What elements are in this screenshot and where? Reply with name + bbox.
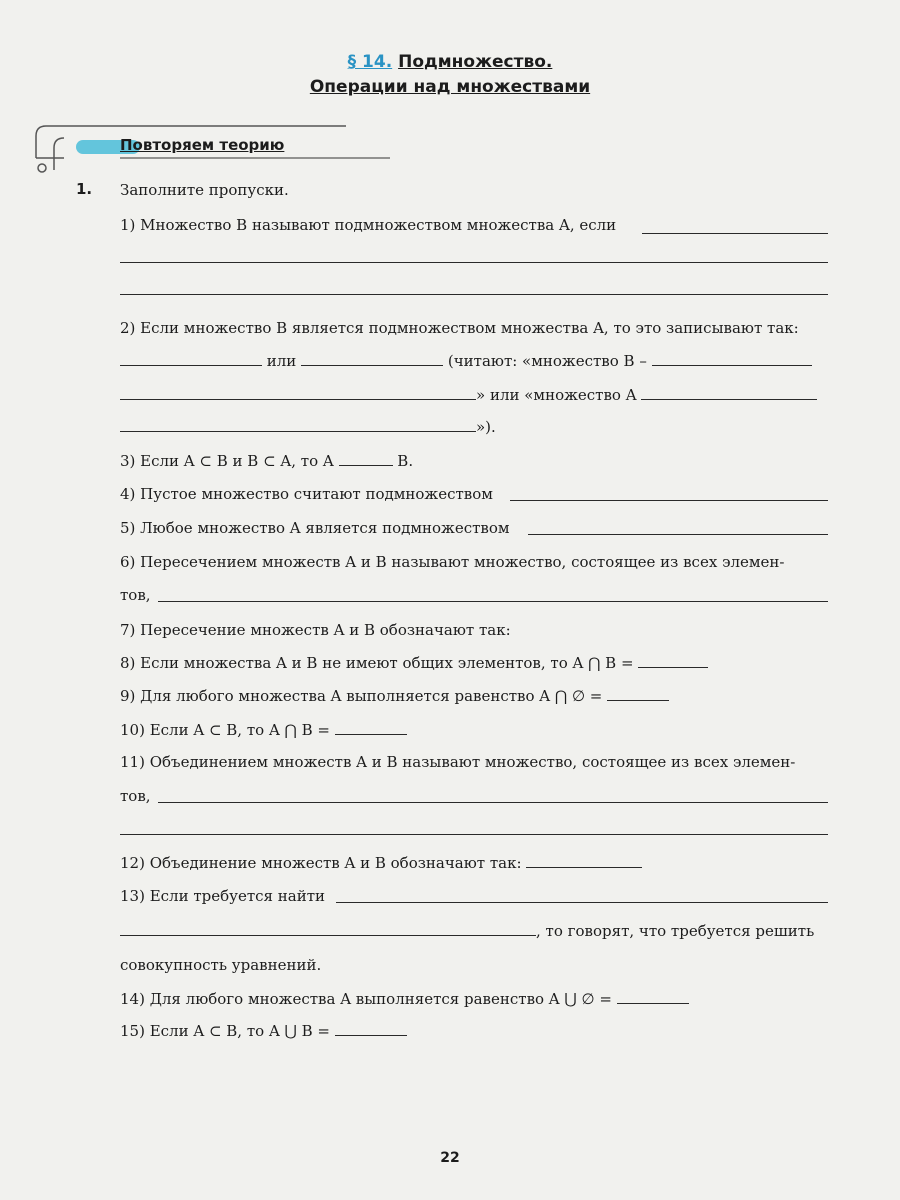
item-2-line4: [120, 416, 496, 437]
item-9-text: 9) Для любого множества A выполняется равенство A ⋂ ∅ =: [120, 687, 603, 705]
blank-12[interactable]: [526, 852, 642, 868]
item-14-text: 14) Для любого множества A выполняется равенство A ⋃ ∅ =: [120, 990, 612, 1008]
blank-10[interactable]: [335, 719, 407, 735]
item-1-text: 1) Множество B называют подмножеством множества A, если: [120, 216, 617, 234]
item-10: [120, 719, 407, 740]
item-6: 6) Пересечением множеств A и B называют множество, состоящее из всех элемен-: [120, 553, 785, 571]
item-3: [120, 450, 413, 471]
blank-11a[interactable]: [158, 802, 828, 803]
section-title: Подмножество.: [398, 52, 553, 72]
blank-13b[interactable]: [120, 920, 536, 936]
item-7: 7) Пересечение множеств A и B обозначают так:: [120, 621, 511, 639]
theory-label: Повторяем теорию: [120, 136, 285, 154]
item-13-line2: [120, 920, 814, 941]
item-3-text: 3) Если A ⊂ B и B ⊂ A, то A: [120, 452, 334, 470]
item-15: [120, 1020, 407, 1041]
item-2-read: (читают: «множество B –: [447, 352, 647, 370]
blank-2c[interactable]: [652, 350, 812, 366]
section-title-line2: [0, 75, 900, 100]
item-2-or-read: » или «множество A: [476, 386, 637, 404]
blank-2e[interactable]: [641, 384, 817, 400]
item-10-text: 10) Если A ⊂ B, то A ⋂ B =: [120, 721, 330, 739]
item-11-line2: тов,: [120, 787, 151, 805]
section-subtitle: Операции над множествами: [309, 77, 591, 97]
section-number: § 14.: [347, 52, 393, 72]
item-8: [120, 652, 708, 673]
item-5: 5) Любое множество A является подмножеством: [120, 519, 510, 537]
blank-11b[interactable]: [120, 834, 828, 835]
section-title-line1: [0, 50, 900, 75]
item-4: 4) Пустое множество считают подмножеством: [120, 485, 493, 503]
item-2-line3: [120, 384, 817, 405]
item-12: [120, 852, 642, 873]
item-12-text: 12) Объединение множеств A и B обозначают так:: [120, 854, 522, 872]
item-11: 11) Объединением множеств A и B называют множество, состоящее из всех элемен-: [120, 753, 796, 771]
blank-2f[interactable]: [120, 416, 476, 432]
item-15-text: 15) Если A ⊂ B, то A ⋃ B =: [120, 1022, 330, 1040]
blank-3[interactable]: [339, 450, 393, 466]
item-2: 2) Если множество B является подмножеством множества A, то это записывают так:: [120, 319, 799, 337]
task-number: 1.: [76, 180, 93, 198]
theory-header: [28, 118, 398, 178]
item-1: [120, 215, 616, 235]
item-6-line2: тов,: [120, 586, 151, 604]
blank-2a[interactable]: [120, 350, 262, 366]
item-9: [120, 685, 669, 706]
blank-4[interactable]: [510, 500, 828, 501]
item-2-or: или: [266, 352, 297, 370]
blank-13a[interactable]: [336, 902, 828, 903]
item-13: 13) Если требуется найти: [120, 887, 326, 905]
item-3-end: B.: [397, 452, 414, 470]
blank-5[interactable]: [528, 534, 828, 535]
item-8-text: 8) Если множества A и B не имеют общих элементов, то A ⋂ B =: [120, 654, 634, 672]
blank-2b[interactable]: [301, 350, 443, 366]
page-number: 22: [440, 1150, 460, 1166]
blank-14[interactable]: [617, 988, 689, 1004]
blank-8[interactable]: [638, 652, 708, 668]
blank-15[interactable]: [335, 1020, 407, 1036]
item-14: [120, 988, 689, 1009]
blank-9[interactable]: [607, 685, 669, 701]
item-2-line2: [120, 350, 812, 371]
item-13-text2: , то говорят, что требуется решить: [536, 922, 815, 940]
blank-1b[interactable]: [120, 262, 828, 263]
item-2-close: »).: [476, 418, 496, 436]
blank-1a[interactable]: [642, 233, 828, 234]
item-13-line3: совокупность уравнений.: [120, 956, 322, 974]
blank-2d[interactable]: [120, 384, 476, 400]
blank-6[interactable]: [158, 601, 828, 602]
task-instruction: Заполните пропуски.: [120, 181, 289, 199]
blank-1c[interactable]: [120, 294, 828, 295]
